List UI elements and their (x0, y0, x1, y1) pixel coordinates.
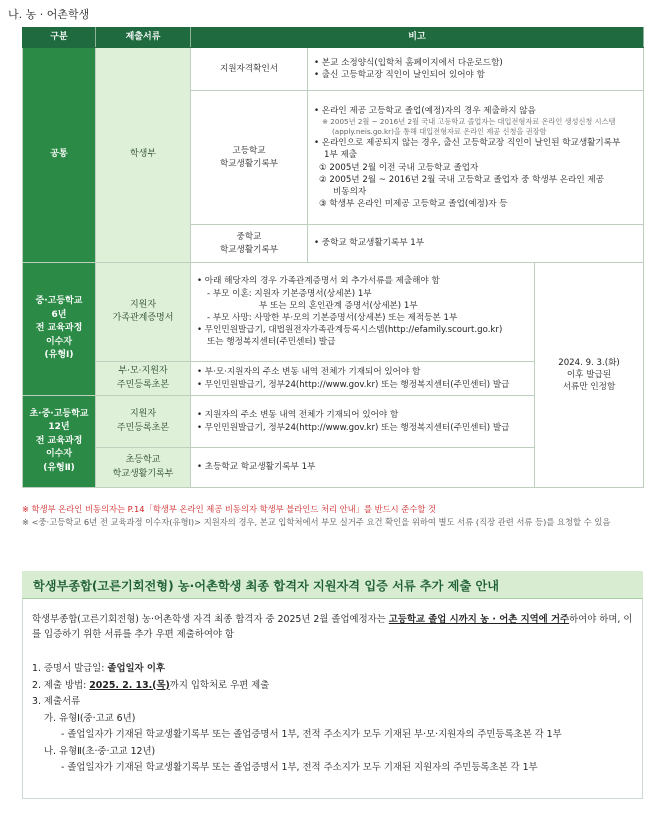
doc-applicant-resident-abstract: 지원자 주민등록초본 (96, 396, 191, 448)
notice-emphasis: 고등학교 졸업 시까지 농 · 어촌 지역에 거주 (388, 614, 570, 625)
doc-parents-resident-abstract: 부·모·지원자 주민등록초본 (96, 362, 191, 396)
note-middle-school-record: • 중학교 학교생활기록부 1부 (308, 225, 644, 263)
note-high-school-record: • 온라인 제공 고등학교 졸업(예정)자의 경우 제출하지 않음 ※ 2005년 2월 ~ 2016년 2월 국내 고등학교 졸업자는 대입전형자료 온라인 생성신청 시스템 (apply.neis.go.kr)을 통해 대입전형자료 온라인 제공 신청을 권장함 • 온라인으로 제공되지 않는 경우, 출신 고등학교장 직인이 날인된 학교생활기록부 1부 제출 ① 2005년 2월 이전 국내 고등학교 졸업자 ② 2005년 2월 ~ 2016년 2월 국내 고등학교 졸업자 중 학생부 온라인 제공 비동의자 ③ 학생부 온라인 미제공 고등학교 졸업(예정)자 등 (308, 91, 644, 225)
step-documents: 3. 제출서류 (32, 696, 81, 708)
step-issue-date: 1. 증명서 발급일: 졸업일자 이후 (32, 663, 165, 674)
note-family-relation-cert: • 아래 해당자의 경우 가족관계증명서 외 추가서류를 제출해야 함 - 부모 이혼: 지원자 기본증명서(상세본) 1부 부 또는 모의 혼인관계 증명서(상세본) 1부 - 부모 사망: 사망한 부·모의 기본증명서(상세본) 또는 제적등본 1부 • 무인민원발급기, 대법원전자가족관계등록시스템(http://efamily.scourt.go.kr) 또는 행정복지센터(주민센터) 발급 (191, 263, 535, 362)
sub-doc-eligibility-form: 지원자격확인서 (191, 48, 308, 91)
header-category: 구분 (23, 28, 96, 48)
required-documents-table (22, 27, 644, 488)
doc-family-relation-cert: 지원자 가족관계증명서 (96, 263, 191, 362)
note-elementary-record: • 초등학교 학교생활기록부 1부 (191, 448, 535, 488)
group-type1: 중·고등학교 6년 전 교육과정 이수자 (유형Ⅰ) (23, 263, 96, 396)
table-row (23, 48, 644, 91)
type1-label: 가. 유형Ⅰ(중·고교 6년) (44, 712, 136, 724)
table-row (23, 263, 644, 362)
header-remarks: 비고 (191, 28, 644, 48)
notice-intro: 학생부종합(고른기회전형) 농·어촌학생 자격 최종 합격자 중 2025년 2월 졸업예정자는 고등학교 졸업 시까지 농 · 어촌 지역에 거주하여야 하며, 이를 입증하기 위한 서류를 추가 우편 제출하여야 함 (32, 614, 633, 640)
notice-steps (32, 662, 562, 778)
footnote-parents-residence: ※ <중·고등학교 6년 전 교육과정 이수자(유형Ⅰ)> 지원자의 경우, 본교 입학처에서 부모 실거주 요건 확인을 위하여 별도 서류 (직장 관련 서류 등)를 요청할 수 있음 (22, 517, 611, 527)
note-eligibility-form: • 본교 소정양식(입학처 홈페이지에서 다운로드함) • 출신 고등학교장 직인이 날인되어 있어야 함 (308, 48, 644, 91)
group-common: 공통 (23, 48, 96, 263)
type2-documents: - 졸업일자가 기재된 학교생활기록부 또는 졸업증명서 1부, 전적 주소지가 모두 기재된 지원자의 주민등록초본 각 1부 (61, 762, 538, 774)
header-documents: 제출서류 (96, 28, 191, 48)
step-submission-method: 2. 제출 방법: 2025. 2. 13.(목)까지 입학처로 우편 제출 (32, 679, 270, 691)
notice-title: 학생부종합(고른기회전형) 농·어촌학생 최종 합격자 지원자격 입증 서류 추가 제출 안내 (33, 579, 500, 593)
type1-documents: - 졸업일자가 기재된 학교생활기록부 또는 졸업증명서 1부, 전적 주소지가 모두 기재된 부·모·지원자의 주민등록초본 각 1부 (61, 729, 562, 741)
footnote-online-nonconsent: ※ 학생부 온라인 비동의자는 P.14「학생부 온라인 제공 비동의자 학생부 블라인드 처리 안내」를 반드시 준수할 것 (22, 504, 436, 514)
group-type2: 초·중·고등학교 12년 전 교육과정 이수자 (유형Ⅱ) (23, 396, 96, 488)
section-heading: 나. 농 · 어촌학생 (8, 8, 90, 21)
note-parents-resident-abstract: • 부·모·지원자의 주소 변동 내역 전체가 기재되어 있어야 함 • 무인민원발급기, 정부24(http://www.gov.kr) 또는 행정복지센터(주민센터) 발급 (191, 362, 535, 396)
sub-doc-middle-school-record: 중학교 학교생활기록부 (191, 225, 308, 263)
notice-box (22, 599, 643, 799)
notice-banner (22, 571, 643, 599)
note-applicant-resident-abstract: • 지원자의 주소 변동 내역 전체가 기재되어 있어야 함 • 무인민원발급기, 정부24(http://www.gov.kr) 또는 행정복지센터(주민센터) 발급 (191, 396, 535, 448)
issue-date-note: 2024. 9. 3.(화) 이후 발급된 서류만 인정함 (535, 263, 644, 488)
doc-student-record: 학생부 (96, 48, 191, 263)
sub-doc-high-school-record: 고등학교 학교생활기록부 (191, 91, 308, 225)
table-header-row (23, 28, 644, 48)
doc-elementary-record: 초등학교 학교생활기록부 (96, 448, 191, 488)
type2-label: 나. 유형Ⅱ(초·중·고교 12년) (44, 745, 156, 757)
